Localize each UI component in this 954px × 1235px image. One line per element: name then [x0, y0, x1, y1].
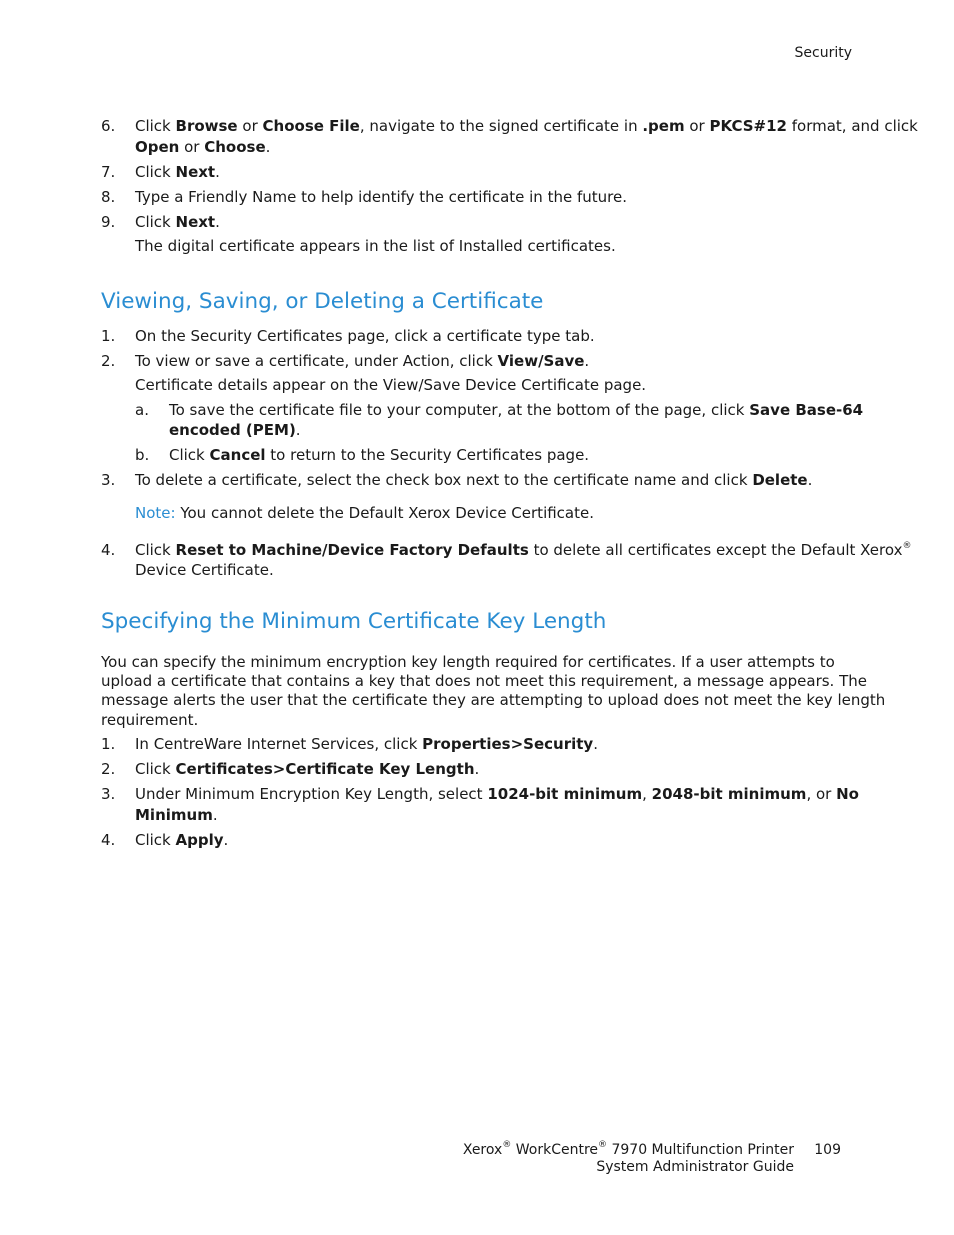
step-text: Click Apply.: [135, 831, 229, 849]
step-number: 3.: [101, 785, 116, 803]
step-number: 2.: [101, 352, 116, 370]
note-text: You cannot delete the Default Xerox Device Certificate.: [175, 504, 594, 522]
step-number: 7.: [101, 163, 116, 181]
section-heading-key-length: Specifying the Minimum Certificate Key Length: [101, 609, 607, 634]
step-text-continued: Device Certificate.: [135, 561, 274, 579]
step-number: 9.: [101, 213, 116, 231]
step-number: 8.: [101, 188, 116, 206]
footer-guide: System Administrator Guide: [596, 1159, 794, 1175]
step-text: Click Browse or Choose File, navigate to the signed certificate in .pem or PKCS#12 format, and click: [135, 117, 918, 135]
step-text: On the Security Certificates page, click a certificate type tab.: [135, 327, 595, 345]
step-text: Type a Friendly Name to help identify the certificate in the future.: [135, 188, 627, 206]
step-text: Click Reset to Machine/Device Factory Defaults to delete all certificates except the Default Xerox®: [135, 541, 912, 559]
step-number: 3.: [101, 471, 116, 489]
step-number: 1.: [101, 735, 116, 753]
step-text: Under Minimum Encryption Key Length, select 1024-bit minimum, 2048-bit minimum, or No: [135, 785, 859, 803]
footer-product: Xerox® WorkCentre® 7970 Multifunction Printer: [462, 1140, 794, 1158]
step-number: 4.: [101, 541, 116, 559]
step-number: 2.: [101, 760, 116, 778]
step-number: 1.: [101, 327, 116, 345]
running-header: Security: [794, 45, 852, 61]
step-text: To view or save a certificate, under Action, click View/Save.: [135, 352, 590, 370]
substep-text: Click Cancel to return to the Security Certificates page.: [169, 446, 590, 464]
page-number: 109: [814, 1142, 841, 1158]
substep-letter: a.: [135, 401, 149, 419]
step-text-continued: Minimum.: [135, 806, 218, 824]
step-text: To delete a certificate, select the check box next to the certificate name and click Delete.: [135, 471, 813, 489]
substep-text: To save the certificate file to your computer, at the bottom of the page, click Save Base-64: [169, 401, 864, 419]
substep-text-continued: encoded (PEM).: [169, 421, 301, 439]
step-number: 4.: [101, 831, 116, 849]
step-result-text: The digital certificate appears in the list of Installed certificates.: [135, 237, 616, 255]
step-number: 6.: [101, 117, 116, 135]
substep-letter: b.: [135, 446, 150, 464]
note: [135, 504, 594, 523]
step-text: Click Certificates>Certificate Key Length.: [135, 760, 480, 778]
step-text-continued: Open or Choose.: [135, 138, 271, 156]
registered-mark: ®: [902, 541, 912, 551]
step-text: In CentreWare Internet Services, click Properties>Security.: [135, 735, 598, 753]
step-text: Click Next.: [135, 213, 220, 231]
step-result-text: Certificate details appear on the View/Save Device Certificate page.: [135, 376, 647, 394]
step-text: Click Next.: [135, 163, 220, 181]
note-label: Note:: [135, 504, 176, 522]
section-heading-viewing: Viewing, Saving, or Deleting a Certificate: [101, 289, 544, 314]
